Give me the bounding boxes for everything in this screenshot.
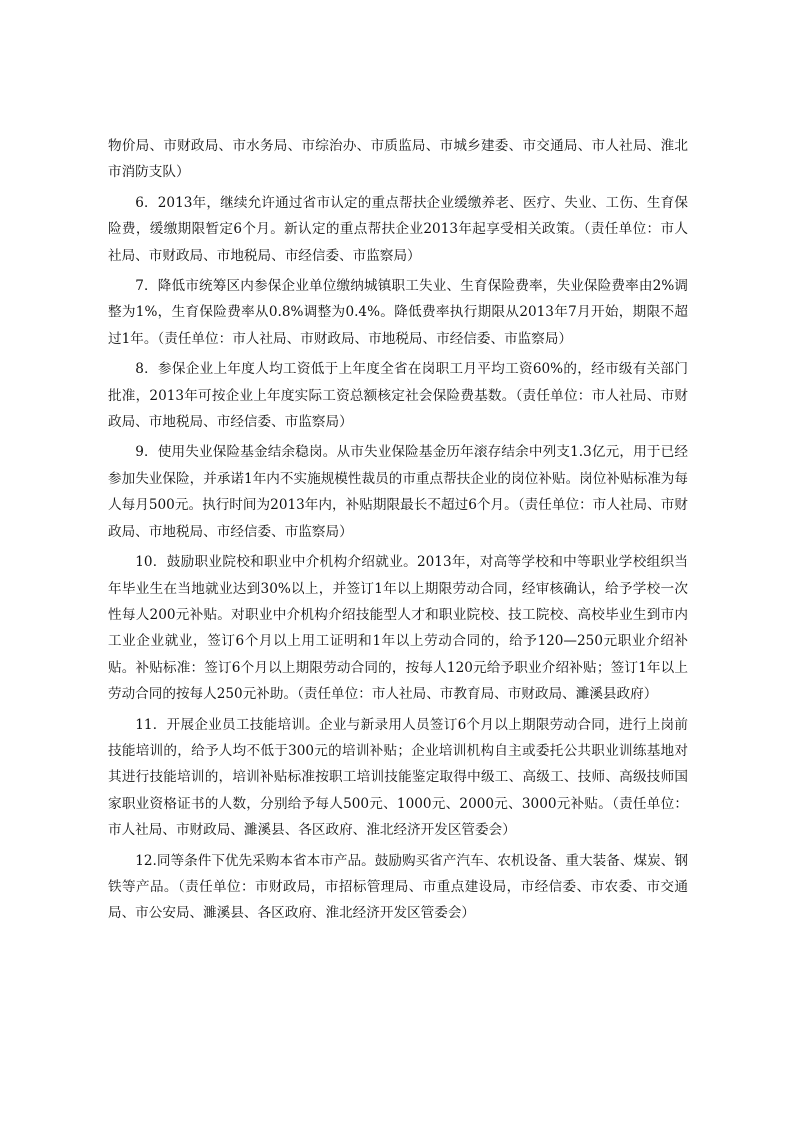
- paragraph-continuation: 物价局、市财政局、市水务局、市综治办、市质监局、市城乡建委、市交通局、市人社局、淮北市消防支队）: [108, 138, 688, 181]
- paragraph-item-7: 7．降低市统筹区内参保企业单位缴纳城镇职工失业、生育保险费率，失业保险费率由2%调整为1%，生育保险费率从0.8%调整为0.4%。降低费率执行期限从2013年7月开始，期限不超过1年。（责任单位：市人社局、市财政局、市地税局、市经信委、市监察局）: [108, 278, 688, 347]
- document-body: [108, 133, 688, 931]
- paragraph-item-10: 10．鼓励职业院校和职业中介机构介绍就业。2013年，对高等学校和中等职业学校组织当年毕业生在当地就业达到30%以上，并签订1年以上期限劳动合同，经审核确认，给予学校一次性每人200元补贴。对职业中介机构介绍技能型人才和职业院校、技工院校、高校毕业生到市内工业企业就业，签订6个月以上用工证明和1年以上劳动合同的，给予120—250元职业介绍补贴。补贴标准：签订6个月以上期限劳动合同的，按每人120元给予职业介绍补贴；签订1年以上劳动合同的按每人250元补助。（责任单位：市人社局、市教育局、市财政局、濉溪县政府）: [108, 554, 688, 703]
- paragraph-item-9: 9．使用失业保险基金结余稳岗。从市失业保险基金历年滚存结余中列支1.3亿元，用于已经参加失业保险，并承诺1年内不实施规模性裁员的市重点帮扶企业的岗位补贴。岗位补贴标准为每人每月500元。执行时间为2013年内，补贴期限最长不超过6个月。（责任单位：市人社局、市财政局、市地税局、市经信委、市监察局）: [108, 444, 688, 540]
- paragraph-item-12: 12.同等条件下优先采购本省本市产品。鼓励购买省产汽车、农机设备、重大装备、煤炭、钢铁等产品。（责任单位：市财政局，市招标管理局、市重点建设局，市经信委、市农委、市交通局、市公安局、濉溪县、各区政府、淮北经济开发区管委会）: [108, 852, 688, 922]
- paragraph-item-11: 11．开展企业员工技能培训。企业与新录用人员签订6个月以上期限劳动合同，进行上岗前技能培训的，给予人均不低于300元的培训补贴；企业培训机构自主或委托公共职业训练基地对其进行技能培训的，培训补贴标准按职工培训技能鉴定取得中级工、高级工、技师、高级技师国家职业资格证书的人数，分别给予每人500元、1000元、2000元、3000元补贴。（责任单位：市人社局、市财政局、濉溪县、各区政府、淮北经济开发区管委会）: [108, 716, 688, 839]
- paragraph-item-6: 6．2013年，继续允许通过省市认定的重点帮扶企业缓缴养老、医疗、失业、工伤、生育保险费，缓缴期限暂定6个月。新认定的重点帮扶企业2013年起享受相关政策。（责任单位：市人社局、市财政局、市地税局、市经信委、市监察局）: [108, 194, 688, 264]
- paragraph-item-8: 8．参保企业上年度人均工资低于上年度全省在岗职工月平均工资60%的，经市级有关部门批准，2013年可按企业上年度实际工资总额核定社会保险费基数。（责任单位：市人社局、市财政局、市地税局、市经信委、市监察局）: [108, 361, 688, 431]
